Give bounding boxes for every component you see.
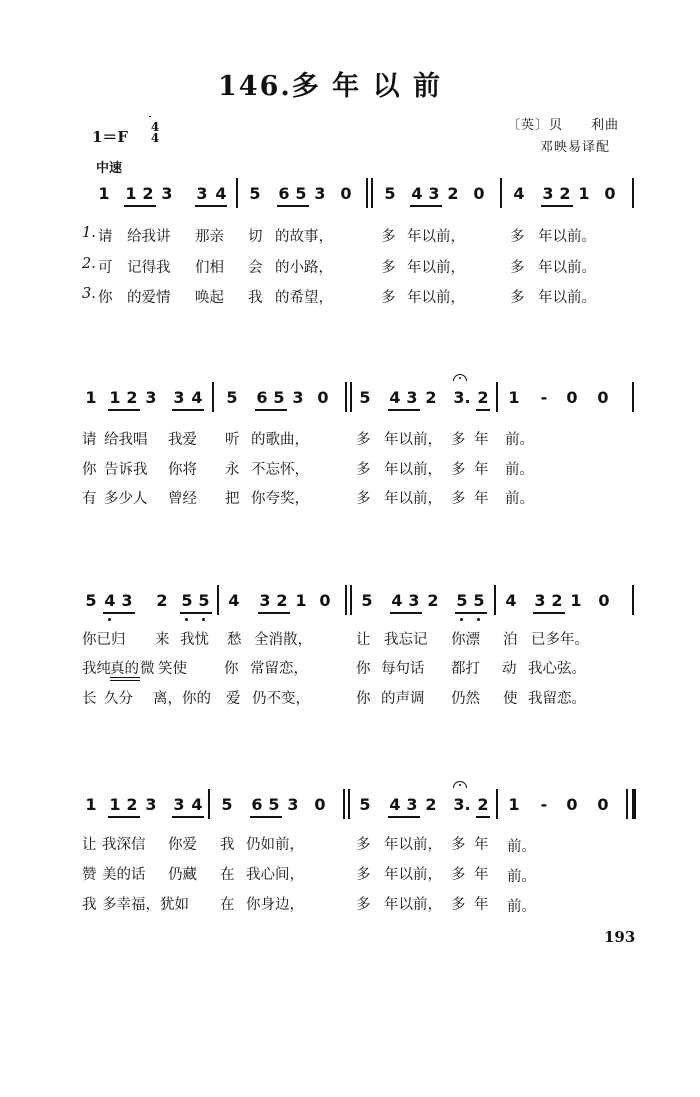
note: 5	[456, 591, 468, 610]
note: 3	[542, 184, 554, 203]
lyric: 多	[451, 462, 466, 478]
beam	[476, 816, 490, 818]
lyric: 多	[451, 491, 466, 507]
lyric: 已多年。	[531, 632, 589, 648]
lyric: 仍如前，	[246, 837, 304, 853]
lyric: 愁	[227, 632, 242, 648]
lyric: 仍然	[451, 691, 480, 707]
music-system-1	[0, 184, 700, 324]
note: 1	[295, 591, 307, 610]
lyric: 年	[474, 491, 489, 507]
note: 5	[221, 795, 233, 814]
note: 3	[534, 591, 546, 610]
lyric: 我忘记	[384, 632, 428, 648]
note: 4	[215, 184, 227, 203]
lyric: 年	[474, 462, 489, 478]
note: 3	[145, 388, 157, 407]
lyric: 的歌曲，	[251, 432, 309, 448]
lyric: 的爱情	[127, 290, 171, 306]
note: 5	[198, 591, 210, 610]
note: 2	[447, 184, 459, 203]
lyric: 微	[140, 661, 155, 677]
lyric: 年以前，	[384, 897, 442, 913]
note: 1	[85, 795, 97, 814]
lyric: 多	[381, 229, 396, 245]
beam	[172, 816, 204, 818]
beam	[250, 816, 282, 818]
note: 0	[314, 795, 326, 814]
note: 4	[389, 795, 401, 814]
lyric: 多	[356, 491, 371, 507]
lyric: 请	[82, 432, 97, 448]
beam	[476, 409, 490, 411]
lyric: 使	[503, 691, 518, 707]
lyric: 每句话	[381, 661, 425, 677]
lyric: 年	[474, 432, 489, 448]
lyric: 让	[82, 837, 97, 853]
lyric: 有	[82, 491, 97, 507]
note: 1	[508, 388, 520, 407]
lyric: 唤起	[195, 290, 224, 306]
lyric: 多	[510, 260, 525, 276]
note: 3	[173, 388, 185, 407]
lower-octave-dot	[185, 618, 188, 621]
beam	[388, 409, 420, 411]
fermata-icon	[453, 374, 467, 381]
lyric: 的希望，	[275, 290, 333, 306]
lyric: 的小路，	[275, 260, 333, 276]
lyric: 你身边，	[246, 897, 304, 913]
barline	[348, 789, 350, 819]
barline	[343, 789, 345, 819]
music-system-3	[0, 591, 700, 731]
lyric: 前。	[505, 491, 534, 507]
lyric: 前。	[507, 839, 536, 855]
barline	[217, 585, 219, 615]
music-system-2	[0, 388, 700, 528]
lyric: 动	[502, 661, 517, 677]
lyric: 请	[98, 229, 113, 245]
beam	[108, 409, 140, 411]
note: 4	[411, 184, 423, 203]
lyric: 们相	[195, 260, 224, 276]
lyric: 你	[356, 661, 371, 677]
barline	[366, 178, 368, 208]
lyric: 那亲	[195, 229, 224, 245]
note: 2	[477, 388, 489, 407]
note: 1	[85, 388, 97, 407]
lyric: 多	[356, 432, 371, 448]
lyric: 你爱	[168, 837, 197, 853]
lyric: 泊	[503, 632, 518, 648]
note: 3	[145, 795, 157, 814]
note: 5	[359, 388, 371, 407]
final-barline-thin	[626, 789, 628, 819]
lyric: 把	[225, 491, 240, 507]
lyric: 多	[451, 897, 466, 913]
note: 5	[384, 184, 396, 203]
beam	[172, 409, 204, 411]
lyric: 我纯	[82, 661, 111, 677]
lyric: 年	[474, 837, 489, 853]
beam	[255, 409, 287, 411]
note: 3	[406, 795, 418, 814]
note: 1	[508, 795, 520, 814]
note: 5	[249, 184, 261, 203]
note: 1	[109, 795, 121, 814]
lyric: 久分	[104, 691, 133, 707]
beam	[533, 612, 565, 614]
lyric: 多	[356, 837, 371, 853]
lyric: 多少人	[104, 491, 148, 507]
lower-octave-dot	[202, 618, 205, 621]
note: 3	[196, 184, 208, 203]
note: 3.	[453, 795, 471, 814]
emphasis-double-underline	[110, 677, 140, 681]
song-title: 146.多 年 以 前	[218, 71, 442, 102]
verse-number: 1.	[82, 225, 96, 241]
lower-octave-dot	[460, 618, 463, 621]
note: 3	[292, 388, 304, 407]
beam	[390, 612, 422, 614]
lyric: 多	[381, 290, 396, 306]
note: 1	[578, 184, 590, 203]
lyric: 年以前，	[384, 432, 442, 448]
barline	[345, 382, 347, 412]
note: 0	[566, 795, 578, 814]
lyric: 常留恋，	[250, 661, 308, 677]
lyric: 我心弦。	[528, 661, 586, 677]
beam	[388, 816, 420, 818]
lyric: 前。	[507, 899, 536, 915]
lyric: 我留恋。	[528, 691, 586, 707]
lyric: 多	[451, 432, 466, 448]
note: 3	[287, 795, 299, 814]
lyric: 我	[220, 837, 235, 853]
lyric: 年以前，	[384, 867, 442, 883]
barline	[496, 382, 498, 412]
note: 2	[126, 388, 138, 407]
fermata-icon	[453, 781, 467, 788]
note: 1	[109, 388, 121, 407]
barline	[632, 585, 634, 615]
barline	[371, 178, 373, 208]
lyric: 年以前，	[384, 462, 442, 478]
lyric: 告诉我	[104, 462, 148, 478]
lyric: 年以前，	[407, 229, 465, 245]
note: 6	[278, 184, 290, 203]
lyric: 年以前，	[384, 837, 442, 853]
lyric: 离，你的	[153, 691, 211, 707]
lyric: 多	[356, 867, 371, 883]
lyric: 年以前。	[538, 290, 596, 306]
note: -	[540, 795, 548, 814]
lyric: 我	[248, 290, 263, 306]
note: 5	[359, 795, 371, 814]
lyric: 我爱	[168, 432, 197, 448]
lyric: 让	[356, 632, 371, 648]
note: 5	[295, 184, 307, 203]
lyric: 爱	[226, 691, 241, 707]
note: 2	[559, 184, 571, 203]
barline	[500, 178, 502, 208]
note: 3	[408, 591, 420, 610]
lyric: 年	[474, 897, 489, 913]
lyric: 多	[356, 462, 371, 478]
note: 3	[121, 591, 133, 610]
lyric: 你	[224, 661, 239, 677]
note: 5	[268, 795, 280, 814]
note: 1	[98, 184, 110, 203]
lyric: 年以前，	[407, 290, 465, 306]
note: 2	[156, 591, 168, 610]
note: 0	[319, 591, 331, 610]
meter-top: 4	[150, 120, 160, 134]
note: 0	[597, 388, 609, 407]
lyric: 永	[225, 462, 240, 478]
note: 3.	[453, 388, 471, 407]
note: 5	[273, 388, 285, 407]
lyric: 的故事，	[275, 229, 333, 245]
barline	[632, 382, 634, 412]
lyric: 多	[356, 897, 371, 913]
beam	[195, 205, 227, 207]
beam	[455, 612, 487, 614]
barline	[212, 382, 214, 412]
note: 4	[389, 388, 401, 407]
lyric: 笑使	[158, 661, 187, 677]
note: 4	[191, 388, 203, 407]
note: 2	[427, 591, 439, 610]
lyric: 你	[356, 691, 371, 707]
note: 2	[477, 795, 489, 814]
beam	[124, 205, 156, 207]
lyric: 给我讲	[127, 229, 171, 245]
note: 4	[513, 184, 525, 203]
lyric: 听	[225, 432, 240, 448]
lyric: 都打	[451, 661, 480, 677]
note: 3	[314, 184, 326, 203]
lyric: 年	[474, 867, 489, 883]
lyric: 你漂	[451, 632, 480, 648]
lyric: 曾经	[168, 491, 197, 507]
note: 2	[425, 795, 437, 814]
note: 2	[142, 184, 154, 203]
lyric: 给我唱	[104, 432, 148, 448]
note: 5	[226, 388, 238, 407]
barline	[494, 585, 496, 615]
lyric: 仍不变，	[252, 691, 310, 707]
lyric: 前。	[505, 462, 534, 478]
lyric: 来	[155, 632, 170, 648]
note: 6	[256, 388, 268, 407]
lyric: 我	[82, 897, 97, 913]
beam	[277, 205, 309, 207]
barline	[496, 789, 498, 819]
note: 0	[598, 591, 610, 610]
note: 5	[361, 591, 373, 610]
note: 4	[228, 591, 240, 610]
lyric: 多	[451, 837, 466, 853]
note: 0	[340, 184, 352, 203]
note: 2	[551, 591, 563, 610]
final-barline-thick	[632, 789, 636, 819]
note: 4	[391, 591, 403, 610]
lyric: 年以前，	[407, 260, 465, 276]
lyric: 仍藏	[168, 867, 197, 883]
note: 3	[259, 591, 271, 610]
barline	[350, 382, 352, 412]
lyric: 你	[98, 290, 113, 306]
note: 0	[597, 795, 609, 814]
arranger-credit: 邓映易译配	[540, 140, 611, 155]
tempo-marking: 中速	[96, 161, 123, 176]
note: 4	[505, 591, 517, 610]
beam	[258, 612, 290, 614]
barline	[632, 178, 634, 208]
meter-bottom: 4	[150, 131, 160, 145]
lyric: 真的	[110, 661, 139, 677]
lyric: 会	[248, 260, 263, 276]
note: 0	[317, 388, 329, 407]
lyric: 年以前，	[384, 491, 442, 507]
composer-credit: 〔英〕贝 利曲	[507, 118, 620, 133]
lower-octave-dot	[108, 618, 111, 621]
note: 6	[251, 795, 263, 814]
page-number: 193	[604, 928, 636, 946]
lyric: 你	[82, 462, 97, 478]
lyric: 可	[98, 260, 113, 276]
beam	[410, 205, 442, 207]
note: 0	[566, 388, 578, 407]
lyric: 多	[510, 290, 525, 306]
time-signature	[148, 122, 162, 144]
music-system-4	[0, 795, 700, 935]
note: 2	[276, 591, 288, 610]
beam	[541, 205, 573, 207]
lyric: 你夸奖，	[251, 491, 309, 507]
note: -	[540, 388, 548, 407]
lyric: 年以前。	[538, 229, 596, 245]
note: 5	[181, 591, 193, 610]
beam	[180, 612, 212, 614]
lyric: 赞	[82, 867, 97, 883]
beam	[108, 816, 140, 818]
note: 0	[604, 184, 616, 203]
note: 4	[191, 795, 203, 814]
lyric: 多	[381, 260, 396, 276]
lyric: 全消散，	[254, 632, 312, 648]
note: 1	[570, 591, 582, 610]
note: 3	[406, 388, 418, 407]
lower-octave-dot	[477, 618, 480, 621]
lyric: 多	[451, 867, 466, 883]
key-signature: 1＝F	[92, 128, 129, 146]
note: 2	[425, 388, 437, 407]
lyric: 切	[248, 229, 263, 245]
lyric: 在	[220, 867, 235, 883]
note: 3	[173, 795, 185, 814]
barline	[350, 585, 352, 615]
note: 0	[473, 184, 485, 203]
lyric: 多幸福，犹如	[102, 897, 189, 913]
lyric: 在	[220, 897, 235, 913]
note: 2	[126, 795, 138, 814]
lyric: 前。	[505, 432, 534, 448]
lyric: 前。	[507, 869, 536, 885]
lyric: 的声调	[381, 691, 425, 707]
note: 1	[125, 184, 137, 203]
note: 3	[161, 184, 173, 203]
beam	[103, 612, 135, 614]
lyric: 我深信	[102, 837, 146, 853]
lyric: 记得我	[127, 260, 171, 276]
lyric: 你将	[168, 462, 197, 478]
lyric: 长	[82, 691, 97, 707]
lyric: 年以前。	[538, 260, 596, 276]
barline	[208, 789, 210, 819]
note: 3	[428, 184, 440, 203]
note: 5	[85, 591, 97, 610]
lyric: 不忘怀，	[251, 462, 309, 478]
lyric: 我忧	[180, 632, 209, 648]
lyric: 多	[510, 229, 525, 245]
note: 5	[473, 591, 485, 610]
note: 4	[104, 591, 116, 610]
lyric: 美的话	[102, 867, 146, 883]
lyric: 我心间，	[246, 867, 304, 883]
barline	[236, 178, 238, 208]
lyric: 你已归	[82, 632, 126, 648]
verse-number: 3.	[82, 286, 96, 302]
barline	[345, 585, 347, 615]
verse-number: 2.	[82, 256, 96, 272]
